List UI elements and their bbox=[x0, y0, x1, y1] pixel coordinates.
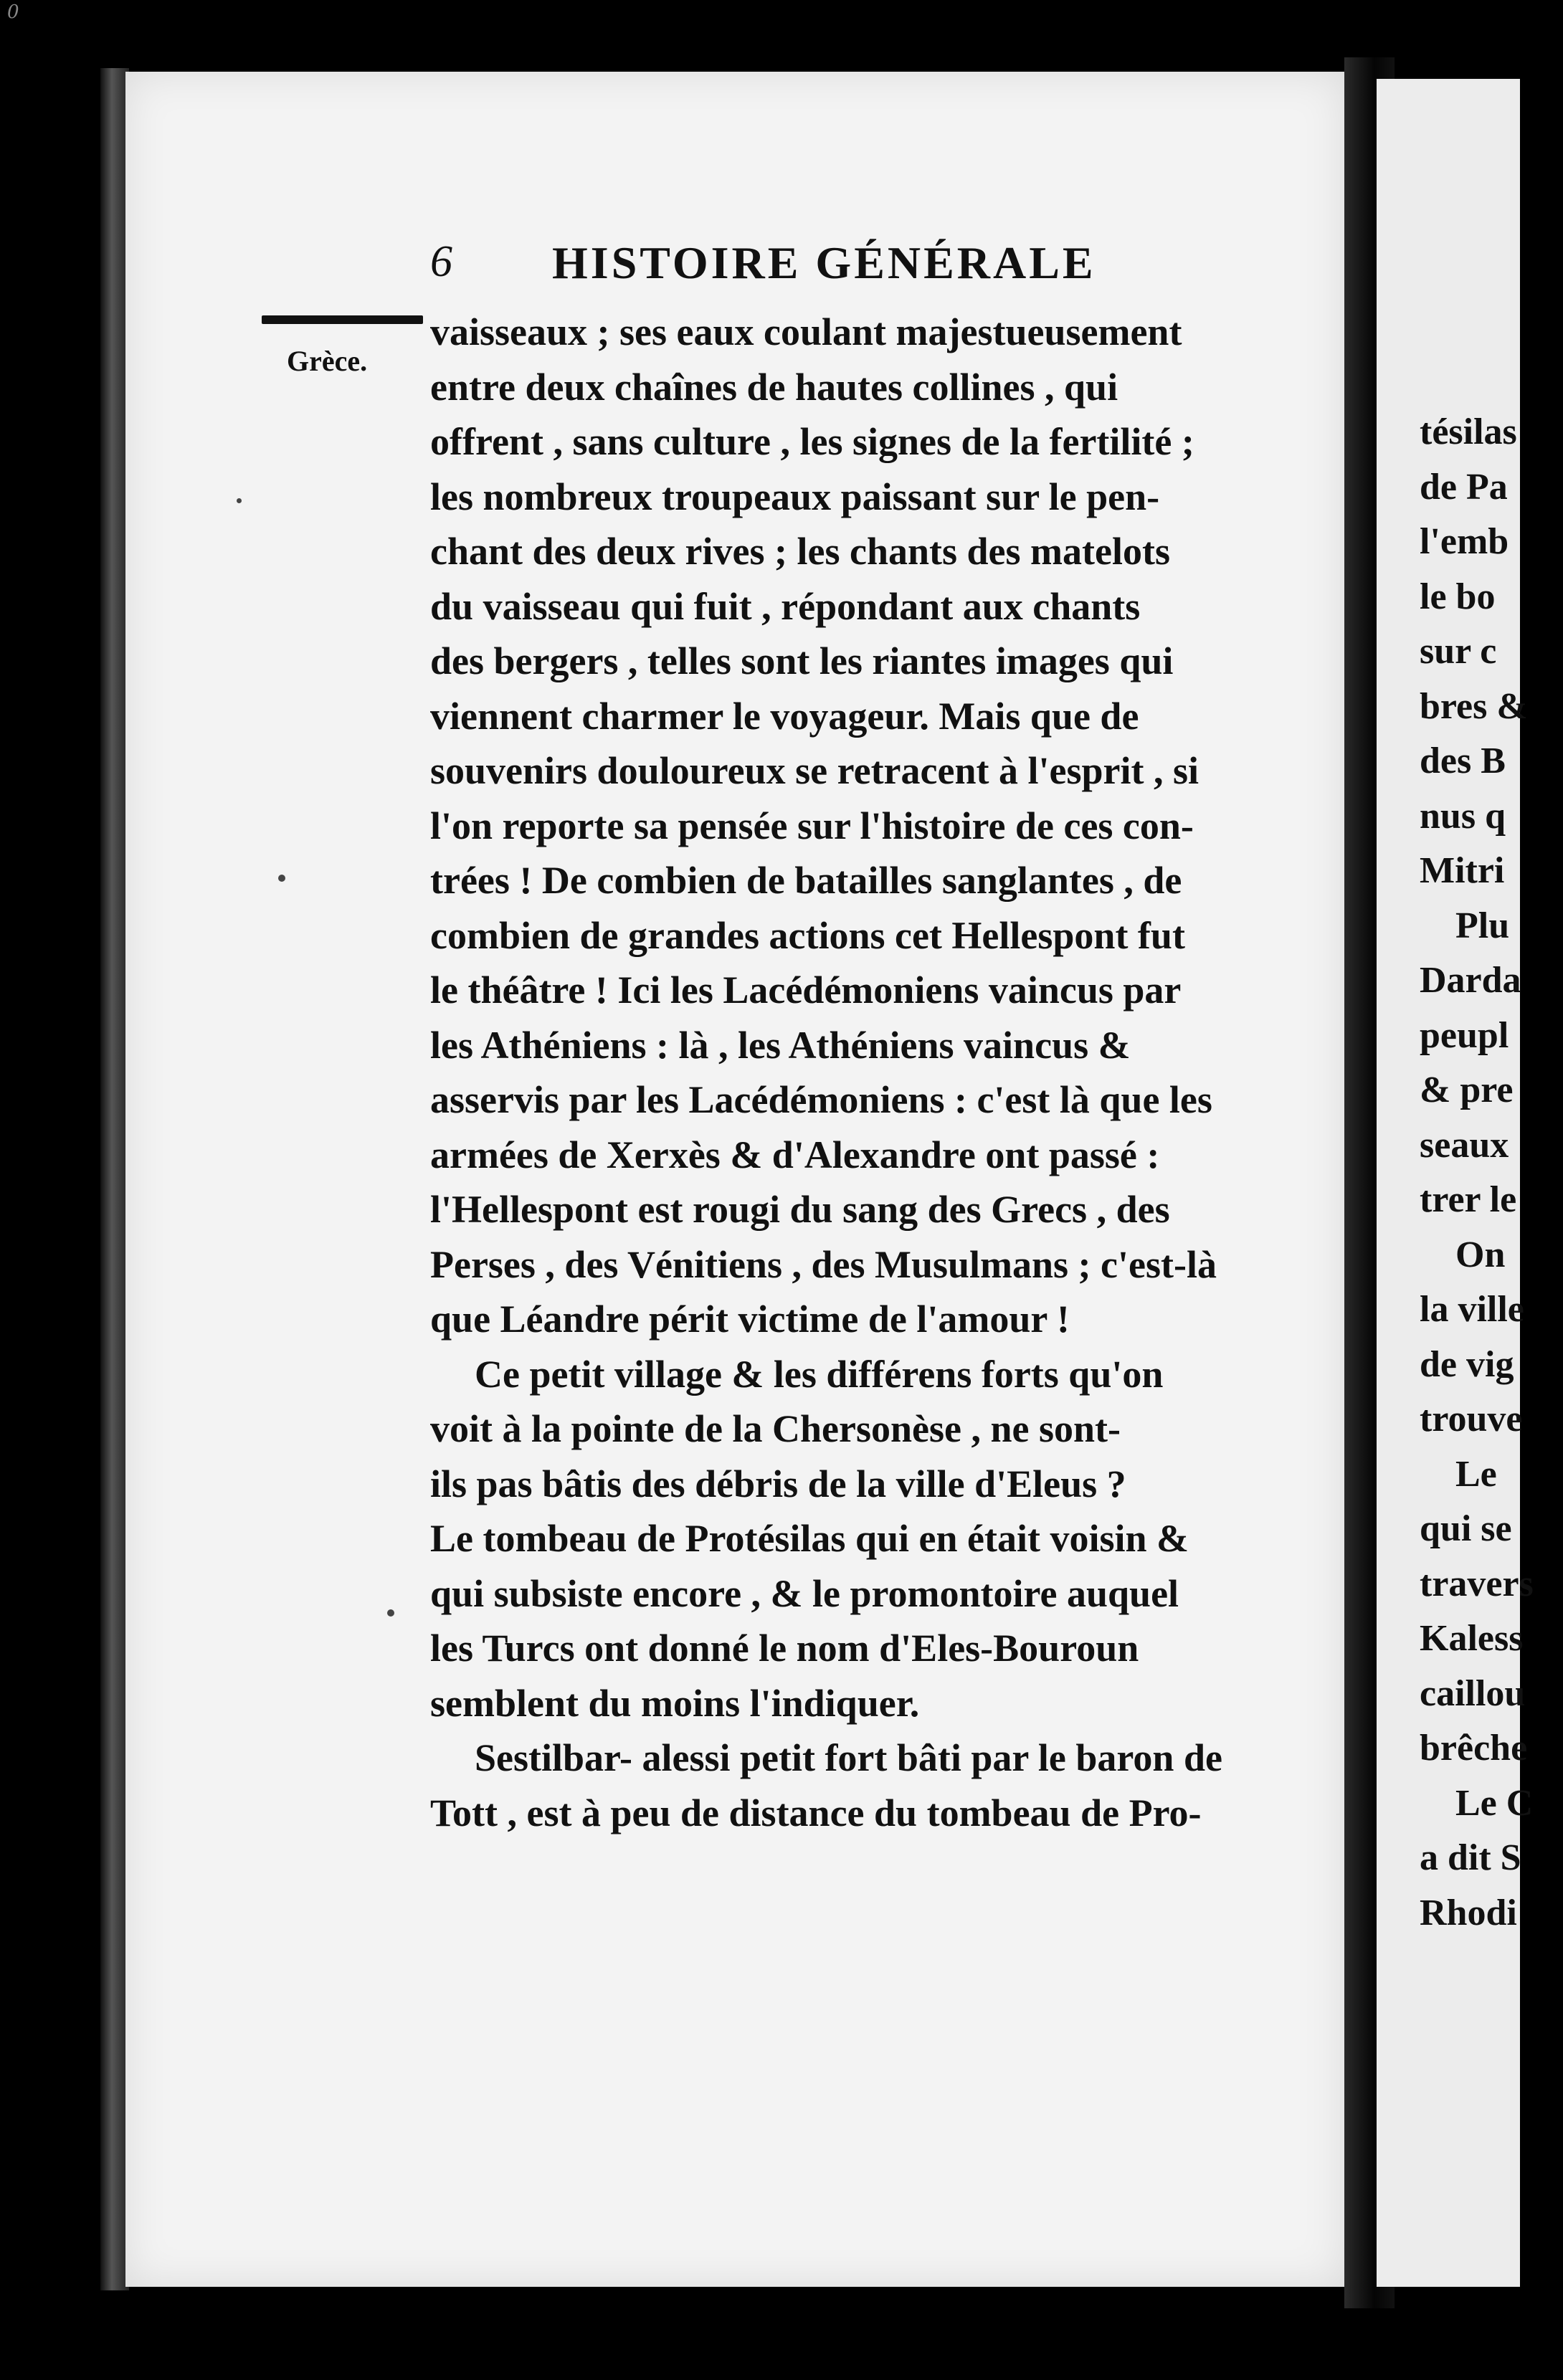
facing-text-line: On bbox=[1455, 1234, 1506, 1275]
facing-text-line: de Pa bbox=[1420, 466, 1508, 508]
text-line: semblent du moins l'indiquer. bbox=[430, 1681, 920, 1725]
facing-text-line: Mitri bbox=[1420, 850, 1505, 891]
text-line: du vaisseau qui fuit , répondant aux chants bbox=[430, 584, 1141, 628]
facing-text-line: a dit S bbox=[1420, 1837, 1521, 1878]
facing-text-line: nus q bbox=[1420, 795, 1506, 837]
facing-text-line: l'emb bbox=[1420, 521, 1509, 562]
facing-text-line: Plu bbox=[1455, 905, 1510, 946]
text-line: ils pas bâtis des débris de la ville d'Eleus ? bbox=[430, 1462, 1126, 1505]
text-line: offrent , sans culture , les signes de la fertilité ; bbox=[430, 420, 1194, 463]
facing-text-line: des B bbox=[1420, 741, 1506, 781]
facing-text-line: sur c bbox=[1420, 631, 1497, 672]
facing-text-line: Le bbox=[1455, 1453, 1497, 1495]
facing-text-line: seaux bbox=[1420, 1124, 1509, 1166]
text-line: les nombreux troupeaux paissant sur le pen- bbox=[430, 475, 1160, 518]
text-line: Perses , des Vénitiens , des Musulmans ; c'est-là bbox=[430, 1242, 1217, 1286]
facing-text-line: bres & bbox=[1420, 685, 1528, 727]
facing-text-line: trer le bbox=[1420, 1179, 1517, 1220]
facing-text-line: trouve bbox=[1420, 1399, 1523, 1439]
facing-text-line: la ville bbox=[1420, 1289, 1524, 1330]
facing-page-fragment bbox=[1377, 79, 1534, 2287]
facing-text-line: Kaless bbox=[1420, 1618, 1524, 1659]
text-line: vaisseaux ; ses eaux coulant majestueusement bbox=[430, 310, 1182, 353]
text-line: l'on reporte sa pensée sur l'histoire de ces con- bbox=[430, 804, 1194, 847]
text-line: qui subsiste encore , & le promontoire auquel bbox=[430, 1571, 1179, 1615]
text-line: trées ! De combien de batailles sanglantes , de bbox=[430, 859, 1182, 902]
text-line: Ce petit village & les différens forts qu'on bbox=[475, 1352, 1164, 1396]
facing-text-line: tésilas bbox=[1420, 411, 1517, 452]
text-line: chant des deux rives ; les chants des matelots bbox=[430, 530, 1170, 573]
text-line: les Athéniens : là , les Athéniens vaincus & bbox=[430, 1023, 1131, 1067]
text-line: Le tombeau de Protésilas qui en était voisin & bbox=[430, 1517, 1189, 1560]
facing-text-line: travers bbox=[1420, 1563, 1534, 1604]
text-line: Sestilbar- alessi petit fort bâti par le baron de bbox=[475, 1736, 1222, 1779]
text-line: le théâtre ! Ici les Lacédémoniens vaincus par bbox=[430, 968, 1182, 1012]
facing-text-line: caillou bbox=[1420, 1672, 1526, 1714]
ink-speck bbox=[278, 875, 285, 882]
facing-page-text bbox=[1377, 405, 1563, 1941]
page-number: 6 bbox=[430, 237, 452, 286]
ink-speck bbox=[387, 1609, 394, 1617]
facing-text-line: Darda bbox=[1420, 960, 1521, 1001]
running-head bbox=[430, 237, 1219, 301]
facing-text-line: & pre bbox=[1420, 1070, 1514, 1110]
body-text bbox=[430, 305, 1298, 1840]
page-edge-shadow bbox=[100, 68, 129, 2290]
facing-text-line: de vig bbox=[1420, 1343, 1514, 1385]
text-line: les Turcs ont donné le nom d'Eles-Bouroun bbox=[430, 1627, 1139, 1670]
facing-text-line: Rhodi bbox=[1420, 1892, 1517, 1933]
text-line: viennent charmer le voyageur. Mais que de bbox=[430, 694, 1139, 738]
ink-speck bbox=[237, 498, 242, 503]
text-line: l'Hellespont est rougi du sang des Grecs , des bbox=[430, 1188, 1170, 1231]
book-title: HISTOIRE GÉNÉRALE bbox=[552, 237, 1096, 288]
text-line: entre deux chaînes de hautes collines , qui bbox=[430, 365, 1118, 409]
corner-mark: 0 bbox=[7, 1, 19, 23]
text-line: combien de grandes actions cet Hellespont fut bbox=[430, 913, 1185, 957]
text-line: que Léandre périt victime de l'amour ! bbox=[430, 1298, 1070, 1341]
facing-text-line: brêche bbox=[1420, 1728, 1528, 1769]
text-line: armées de Xerxès & d'Alexandre ont passé : bbox=[430, 1133, 1160, 1176]
text-line: des bergers , telles sont les riantes images qui bbox=[430, 639, 1174, 682]
text-line: voit à la pointe de la Chersonèse , ne sont- bbox=[430, 1407, 1121, 1450]
margin-rule bbox=[262, 315, 423, 324]
facing-text-line: qui se bbox=[1420, 1508, 1512, 1549]
margin-note: Grèce. bbox=[287, 345, 368, 377]
facing-text-line: peupl bbox=[1420, 1014, 1509, 1056]
text-line: Tott , est à peu de distance du tombeau de Pro- bbox=[430, 1791, 1202, 1834]
text-line: asservis par les Lacédémoniens : c'est là que les bbox=[430, 1078, 1212, 1121]
text-line: souvenirs douloureux se retracent à l'esprit , si bbox=[430, 749, 1199, 792]
facing-text-line: le bo bbox=[1420, 576, 1496, 617]
facing-text-line: Le C bbox=[1455, 1782, 1534, 1824]
